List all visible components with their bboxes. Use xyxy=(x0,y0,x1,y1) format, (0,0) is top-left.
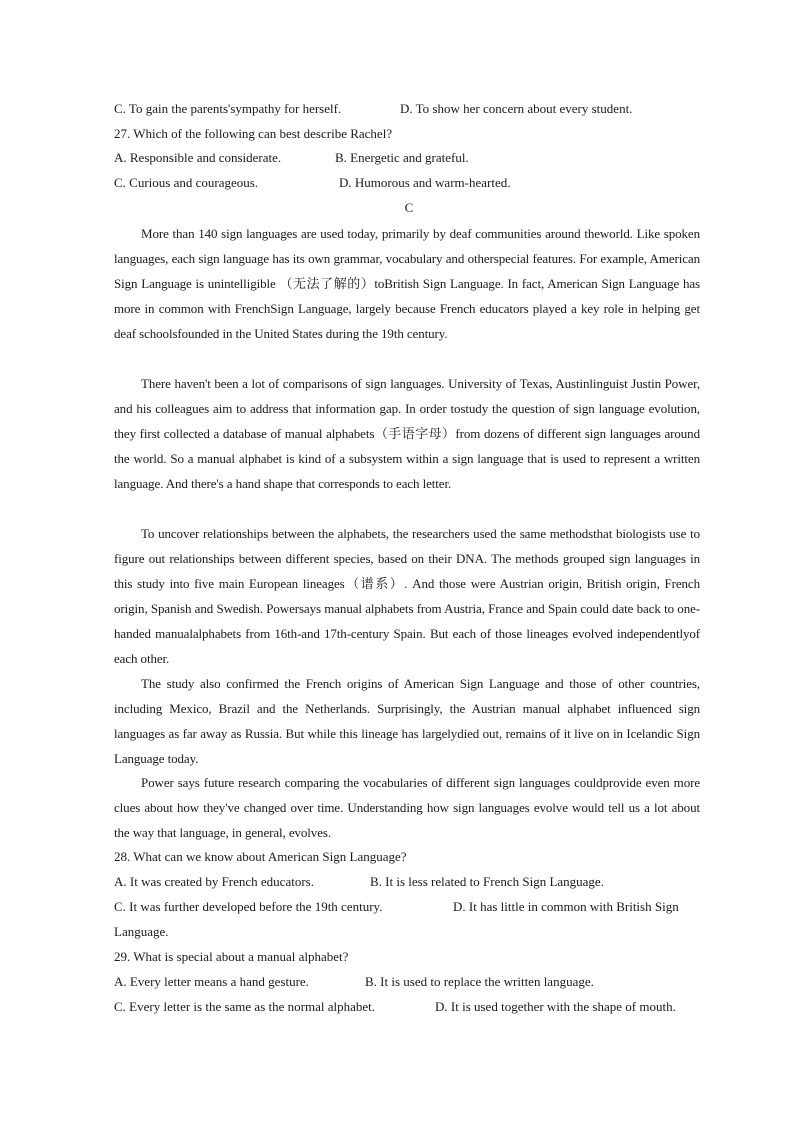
q27-option-a: A. Responsible and considerate. xyxy=(114,150,282,165)
q26-option-d: D. To show her concern about every student. xyxy=(400,101,633,116)
q29-option-b: B. It is used to replace the written language. xyxy=(365,974,594,989)
q28-option-d: D. It has little in common with British Sign xyxy=(453,899,679,914)
q27-option-d: D. Humorous and warm-hearted. xyxy=(339,175,511,190)
passage-paragraph-4: The study also confirmed the French origins of American Sign Language and those of other countries, including Mexico, Brazil and the Netherlands. Surprisingly, the Austrian manual alphabet influenced sign languages as far away as Russia. But while this lineage has largelydied out, remains of it live on in Icelandic Sign Language today. xyxy=(114,676,700,766)
passage-paragraph-5: Power says future research comparing the vocabularies of different sign languages couldprovide even more clues about how they've changed over time. Understanding how sign languages evolve would tell us a lot about the way that language, in general, evolves. xyxy=(114,775,700,840)
passage-paragraph-1: More than 140 sign languages are used today, primarily by deaf communities around theworld. Like spoken languages, each sign language has its own grammar, vocabulary and otherspecial features. For example, American Sign Language is unintelligible （无法了解的）toBritish Sign Language. In fact, American Sign Language has more in common with FrenchSign Language, largely because French educators played a key role in helping get deaf schoolsfounded in the United States during the 19th century. xyxy=(114,226,700,341)
q27-option-b: B. Energetic and grateful. xyxy=(335,150,469,165)
q28-option-b: B. It is less related to French Sign Language. xyxy=(370,874,604,889)
q28-option-a: A. It was created by French educators. xyxy=(114,874,314,889)
q29-stem: 29. What is special about a manual alphabet? xyxy=(114,949,349,964)
q29-option-a: A. Every letter means a hand gesture. xyxy=(114,974,309,989)
q28-stem: 28. What can we know about American Sign Language? xyxy=(114,849,407,864)
q26-option-c: C. To gain the parents'sympathy for herself. xyxy=(114,101,342,116)
q28-option-d-continued: Language. xyxy=(114,924,169,939)
q29-option-d: D. It is used together with the shape of mouth. xyxy=(435,999,676,1014)
q27-option-c: C. Curious and courageous. xyxy=(114,175,259,190)
q29-option-c: C. Every letter is the same as the normal alphabet. xyxy=(114,999,375,1014)
passage-paragraph-2: There haven't been a lot of comparisons of sign languages. University of Texas, Austinlinguist Justin Power, and his colleagues aim to address that information gap. In order tostudy the question of sign language evolution, they first collected a database of manual alphabets（手语字母）from dozens of different sign languages around the world. So a manual alphabet is kind of a subsystem within a sign language that is used to represent a written language. And there's a hand shape that corresponds to each letter. xyxy=(114,376,700,491)
passage-paragraph-3: To uncover relationships between the alphabets, the researchers used the same methodsthat biologists use to figure out relationships between different species, based on their DNA. The methods grouped sign languages in this study into five main European lineages（谱系）. And those were Austrian origin, British origin, French origin, Spanish and Swedish. Powersays manual alphabets from Austria, France and Spain could date back to one-handed manualalphabets from 16th-and 17th-century Spain. But each of those lineages evolved independentlyof each other. xyxy=(114,526,700,666)
section-label: C xyxy=(404,200,414,215)
q27-stem: 27. Which of the following can best describe Rachel? xyxy=(114,126,393,141)
q28-option-c: C. It was further developed before the 19th century. xyxy=(114,899,383,914)
